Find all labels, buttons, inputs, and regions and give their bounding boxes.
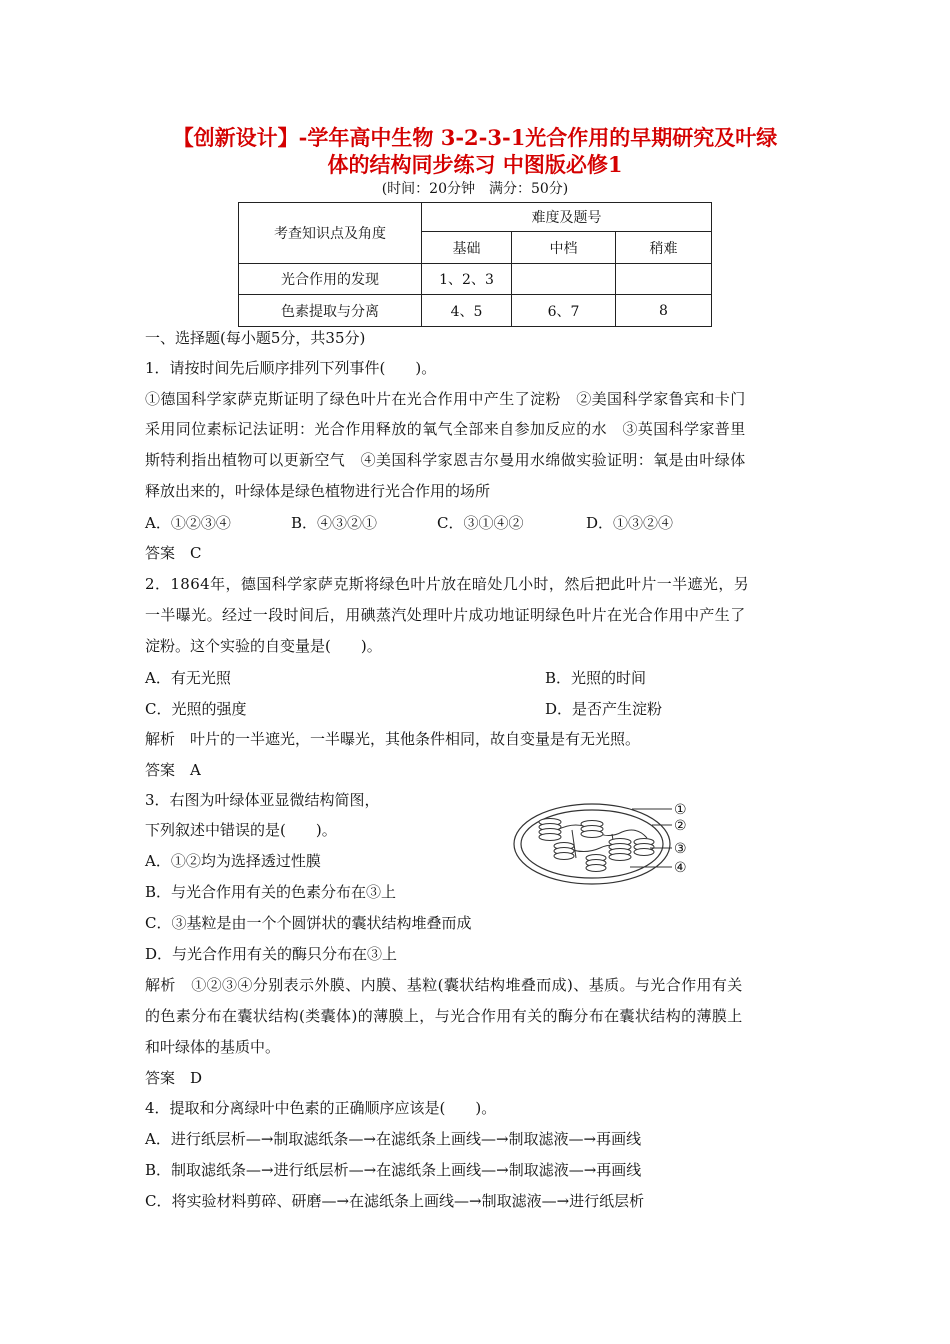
question-1-option-b: B．④③②① bbox=[291, 514, 378, 532]
question-1-text: 斯特利指出植物可以更新空气 ④美国科学家恩吉尔曼用水绵做实验证明：氧是由叶绿体 bbox=[145, 451, 746, 469]
section-heading: 一、选择题(每小题5分，共35分) bbox=[145, 329, 366, 347]
question-1-answer: 答案 C bbox=[145, 544, 202, 562]
table-cell-topic: 光合作用的发现 bbox=[239, 264, 422, 295]
question-3-stem: 下列叙述中错误的是( )。 bbox=[145, 821, 337, 839]
question-4-option-a: A．进行纸层析—→制取滤纸条—→在滤纸条上画线—→制取滤液—→再画线 bbox=[145, 1130, 642, 1148]
question-1-text: 释放出来的，叶绿体是绿色植物进行光合作用的场所 bbox=[145, 482, 491, 500]
table-level-medium: 中档 bbox=[512, 232, 616, 264]
table-header-topic: 考查知识点及角度 bbox=[239, 203, 422, 264]
document-title-line2: 体的结构同步练习 中图版必修1 bbox=[327, 152, 623, 177]
diagram-label-1: ① bbox=[674, 802, 687, 818]
question-2-answer: 答案 A bbox=[145, 761, 201, 779]
question-1-stem: 1．请按时间先后顺序排列下列事件( )。 bbox=[145, 359, 437, 377]
table-cell-medium: 6、7 bbox=[512, 295, 616, 327]
knowledge-table bbox=[238, 202, 712, 327]
question-3-option-d: D．与光合作用有关的酶只分布在③上 bbox=[145, 945, 398, 963]
table-header-difficulty: 难度及题号 bbox=[422, 203, 712, 232]
question-2-option-d: D．是否产生淀粉 bbox=[545, 700, 663, 718]
table-cell-hard: 8 bbox=[616, 295, 712, 327]
table-level-basic: 基础 bbox=[422, 232, 512, 264]
diagram-label-2: ② bbox=[674, 818, 687, 834]
chloroplast-diagram bbox=[512, 800, 697, 888]
question-1-option-a: A．①②③④ bbox=[145, 514, 231, 532]
table-cell-basic: 4、5 bbox=[422, 295, 512, 327]
question-3-stem: 3．右图为叶绿体亚显微结构简图， bbox=[145, 791, 380, 809]
question-4-option-b: B．制取滤纸条—→进行纸层析—→在滤纸条上画线—→制取滤液—→再画线 bbox=[145, 1161, 642, 1179]
table-row bbox=[239, 295, 712, 327]
diagram-label-4: ④ bbox=[674, 860, 687, 876]
table-cell-basic: 1、2、3 bbox=[422, 264, 512, 295]
question-2-analysis: 解析 叶片的一半遮光，一半曝光，其他条件相同，故自变量是有无光照。 bbox=[145, 730, 641, 748]
grana-group bbox=[539, 819, 654, 872]
time-score-info: (时间：20分钟 满分：50分) bbox=[381, 181, 569, 197]
document-title-line1: 【创新设计】-学年高中生物 3-2-3-1光合作用的早期研究及叶绿 bbox=[172, 125, 778, 150]
question-4-option-c: C．将实验材料剪碎、研磨—→在滤纸条上画线—→制取滤液—→进行纸层析 bbox=[145, 1192, 645, 1210]
question-3-analysis: 和叶绿体的基质中。 bbox=[145, 1038, 281, 1056]
table-level-hard: 稍难 bbox=[616, 232, 712, 264]
question-2-text: 一半曝光。经过一段时间后，用碘蒸汽处理叶片成功地证明绿色叶片在光合作用中产生了 bbox=[145, 606, 746, 624]
table-cell-topic: 色素提取与分离 bbox=[239, 295, 422, 327]
diagram-label-3: ③ bbox=[674, 841, 687, 857]
question-4-stem: 4．提取和分离绿叶中色素的正确顺序应该是( )。 bbox=[145, 1099, 497, 1117]
question-2-option-c: C．光照的强度 bbox=[145, 700, 247, 718]
question-3-option-b: B．与光合作用有关的色素分布在③上 bbox=[145, 883, 397, 901]
question-1-option-d: D．①③②④ bbox=[586, 514, 674, 532]
question-3-analysis: 的色素分布在囊状结构(类囊体)的薄膜上，与光合作用有关的酶分布在囊状结构的薄膜上 bbox=[145, 1007, 743, 1025]
question-3-option-a: A．①②均为选择透过性膜 bbox=[145, 852, 321, 870]
question-3-option-c: C．③基粒是由一个个圆饼状的囊状结构堆叠而成 bbox=[145, 914, 472, 932]
table-cell-hard bbox=[616, 264, 712, 295]
question-3-answer: 答案 D bbox=[145, 1069, 203, 1087]
question-2-option-a: A．有无光照 bbox=[145, 669, 231, 687]
question-2-text: 2．1864年，德国科学家萨克斯将绿色叶片放在暗处几小时，然后把此叶片一半遮光，另 bbox=[145, 575, 750, 593]
question-3-analysis: 解析 ①②③④分别表示外膜、内膜、基粒(囊状结构堆叠而成)、基质。与光合作用有关 bbox=[145, 976, 743, 994]
table-cell-medium bbox=[512, 264, 616, 295]
question-1-option-c: C．③①④② bbox=[437, 514, 524, 532]
table-row bbox=[239, 264, 712, 295]
question-2-option-b: B．光照的时间 bbox=[545, 669, 647, 687]
question-2-text: 淀粉。这个实验的自变量是( )。 bbox=[145, 637, 382, 655]
question-1-text: 采用同位素标记法证明：光合作用释放的氧气全部来自参加反应的水 ③英国科学家普里 bbox=[145, 420, 746, 438]
question-1-text: ①德国科学家萨克斯证明了绿色叶片在光合作用中产生了淀粉 ②美国科学家鲁宾和卡门 bbox=[145, 390, 746, 408]
